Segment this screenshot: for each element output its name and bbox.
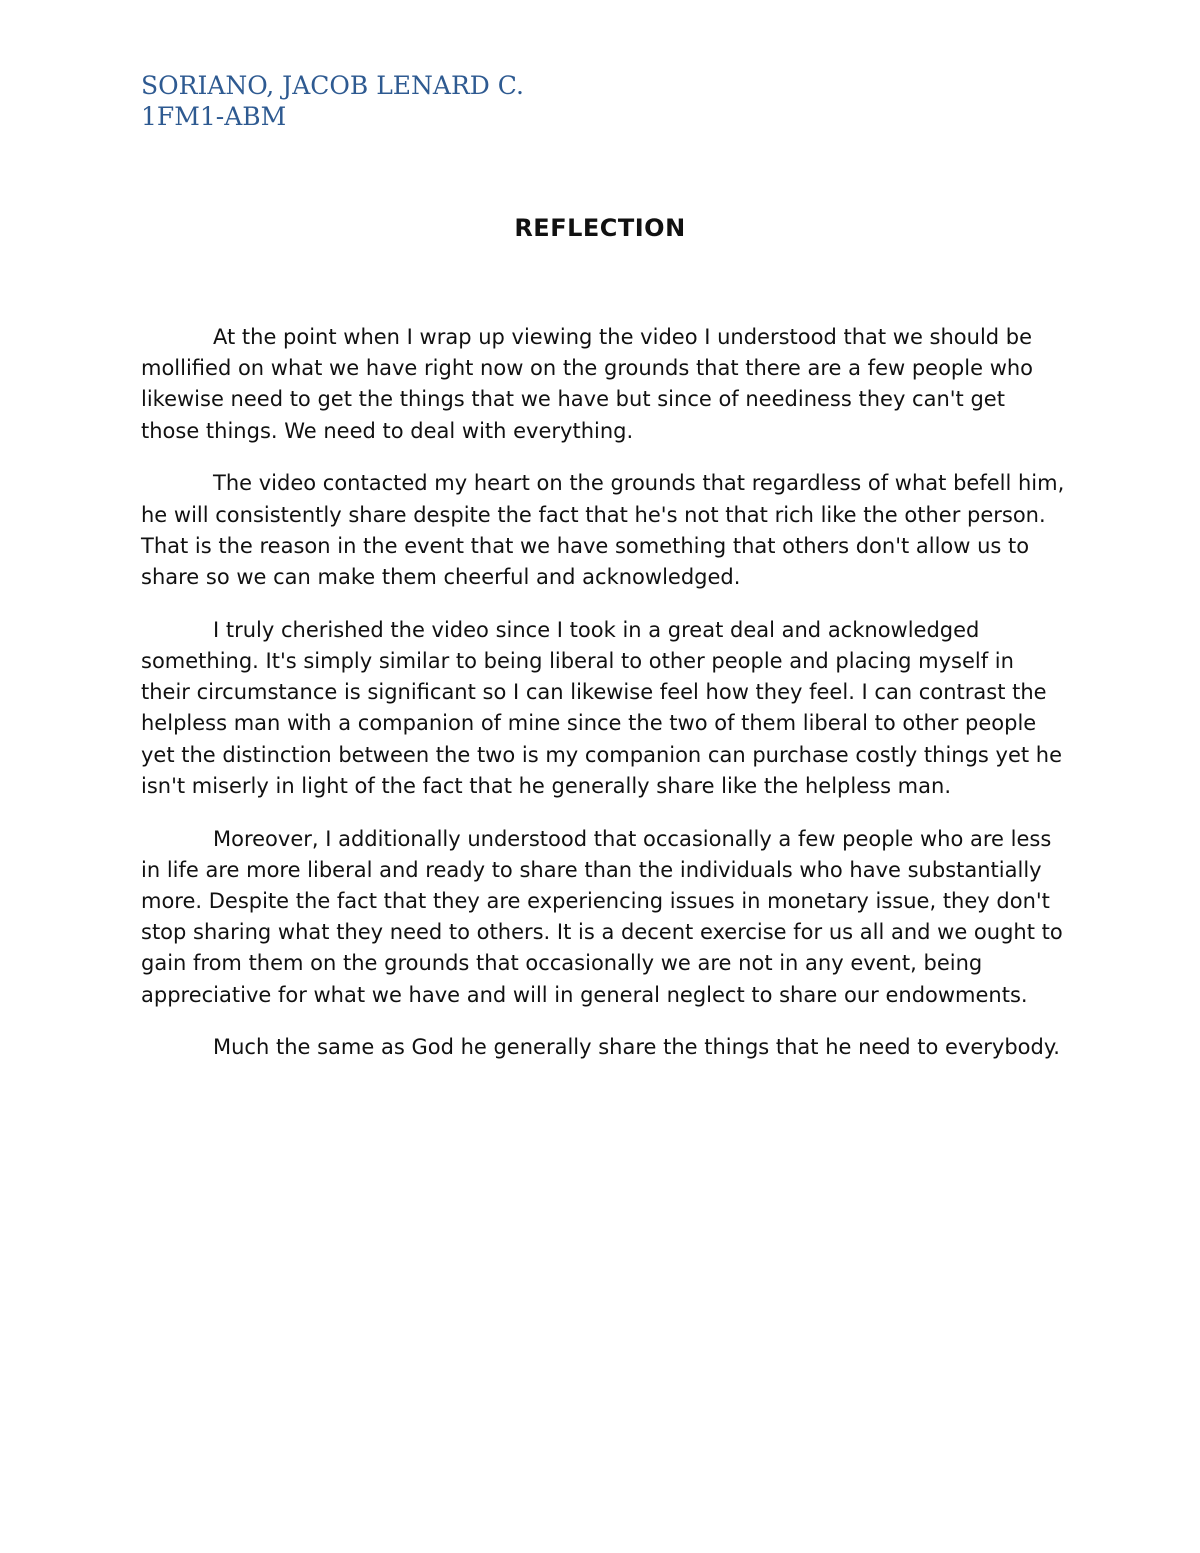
student-section: 1FM1-ABM <box>141 102 287 131</box>
paragraph-2: The video contacted my heart on the grounds that regardless of what befell him, he will consistently share despite the fact that he's not that rich like the other person. That is the reason in the event that we have something that others don't allow us to share so we can make them cheerful and acknowledged. <box>141 471 1065 590</box>
student-header <box>141 70 524 132</box>
student-name: SORIANO, JACOB LENARD C. <box>141 71 524 100</box>
paragraph-1: At the point when I wrap up viewing the video I understood that we should be mollified on what we have right now on the grounds that there are a few people who likewise need to get the things that we have but since of neediness they can't get those things. We need to deal with everything. <box>141 325 1034 443</box>
document-title: REFLECTION <box>514 214 686 242</box>
paragraph-5: Much the same as God he generally share the things that he need to everybody. <box>213 1035 1060 1060</box>
paragraph-4: Moreover, I additionally understood that occasionally a few people who are less in life are more liberal and ready to share than the individuals who have substantially more. Despite the fact that they are experiencing issues in monetary issue, they don't stop sharing what they need to others. It is a decent exercise for us all and we ought to gain from them on the grounds that occasionally we are not in any event, being appreciative for what we have and will in general neglect to share our endowments. <box>141 826 1063 1007</box>
paragraph-3: I truly cherished the video since I took in a great deal and acknowledged something. It's simply similar to being liberal to other people and placing myself in their circumstance is significant so I can likewise feel how they feel. I can contrast the helpless man with a companion of mine since the two of them liberal to other people yet the distinction between the two is my companion can purchase costly things yet he isn't miserly in light of the fact that he generally share like the helpless man. <box>141 617 1063 798</box>
reflection-body <box>141 322 1066 1085</box>
